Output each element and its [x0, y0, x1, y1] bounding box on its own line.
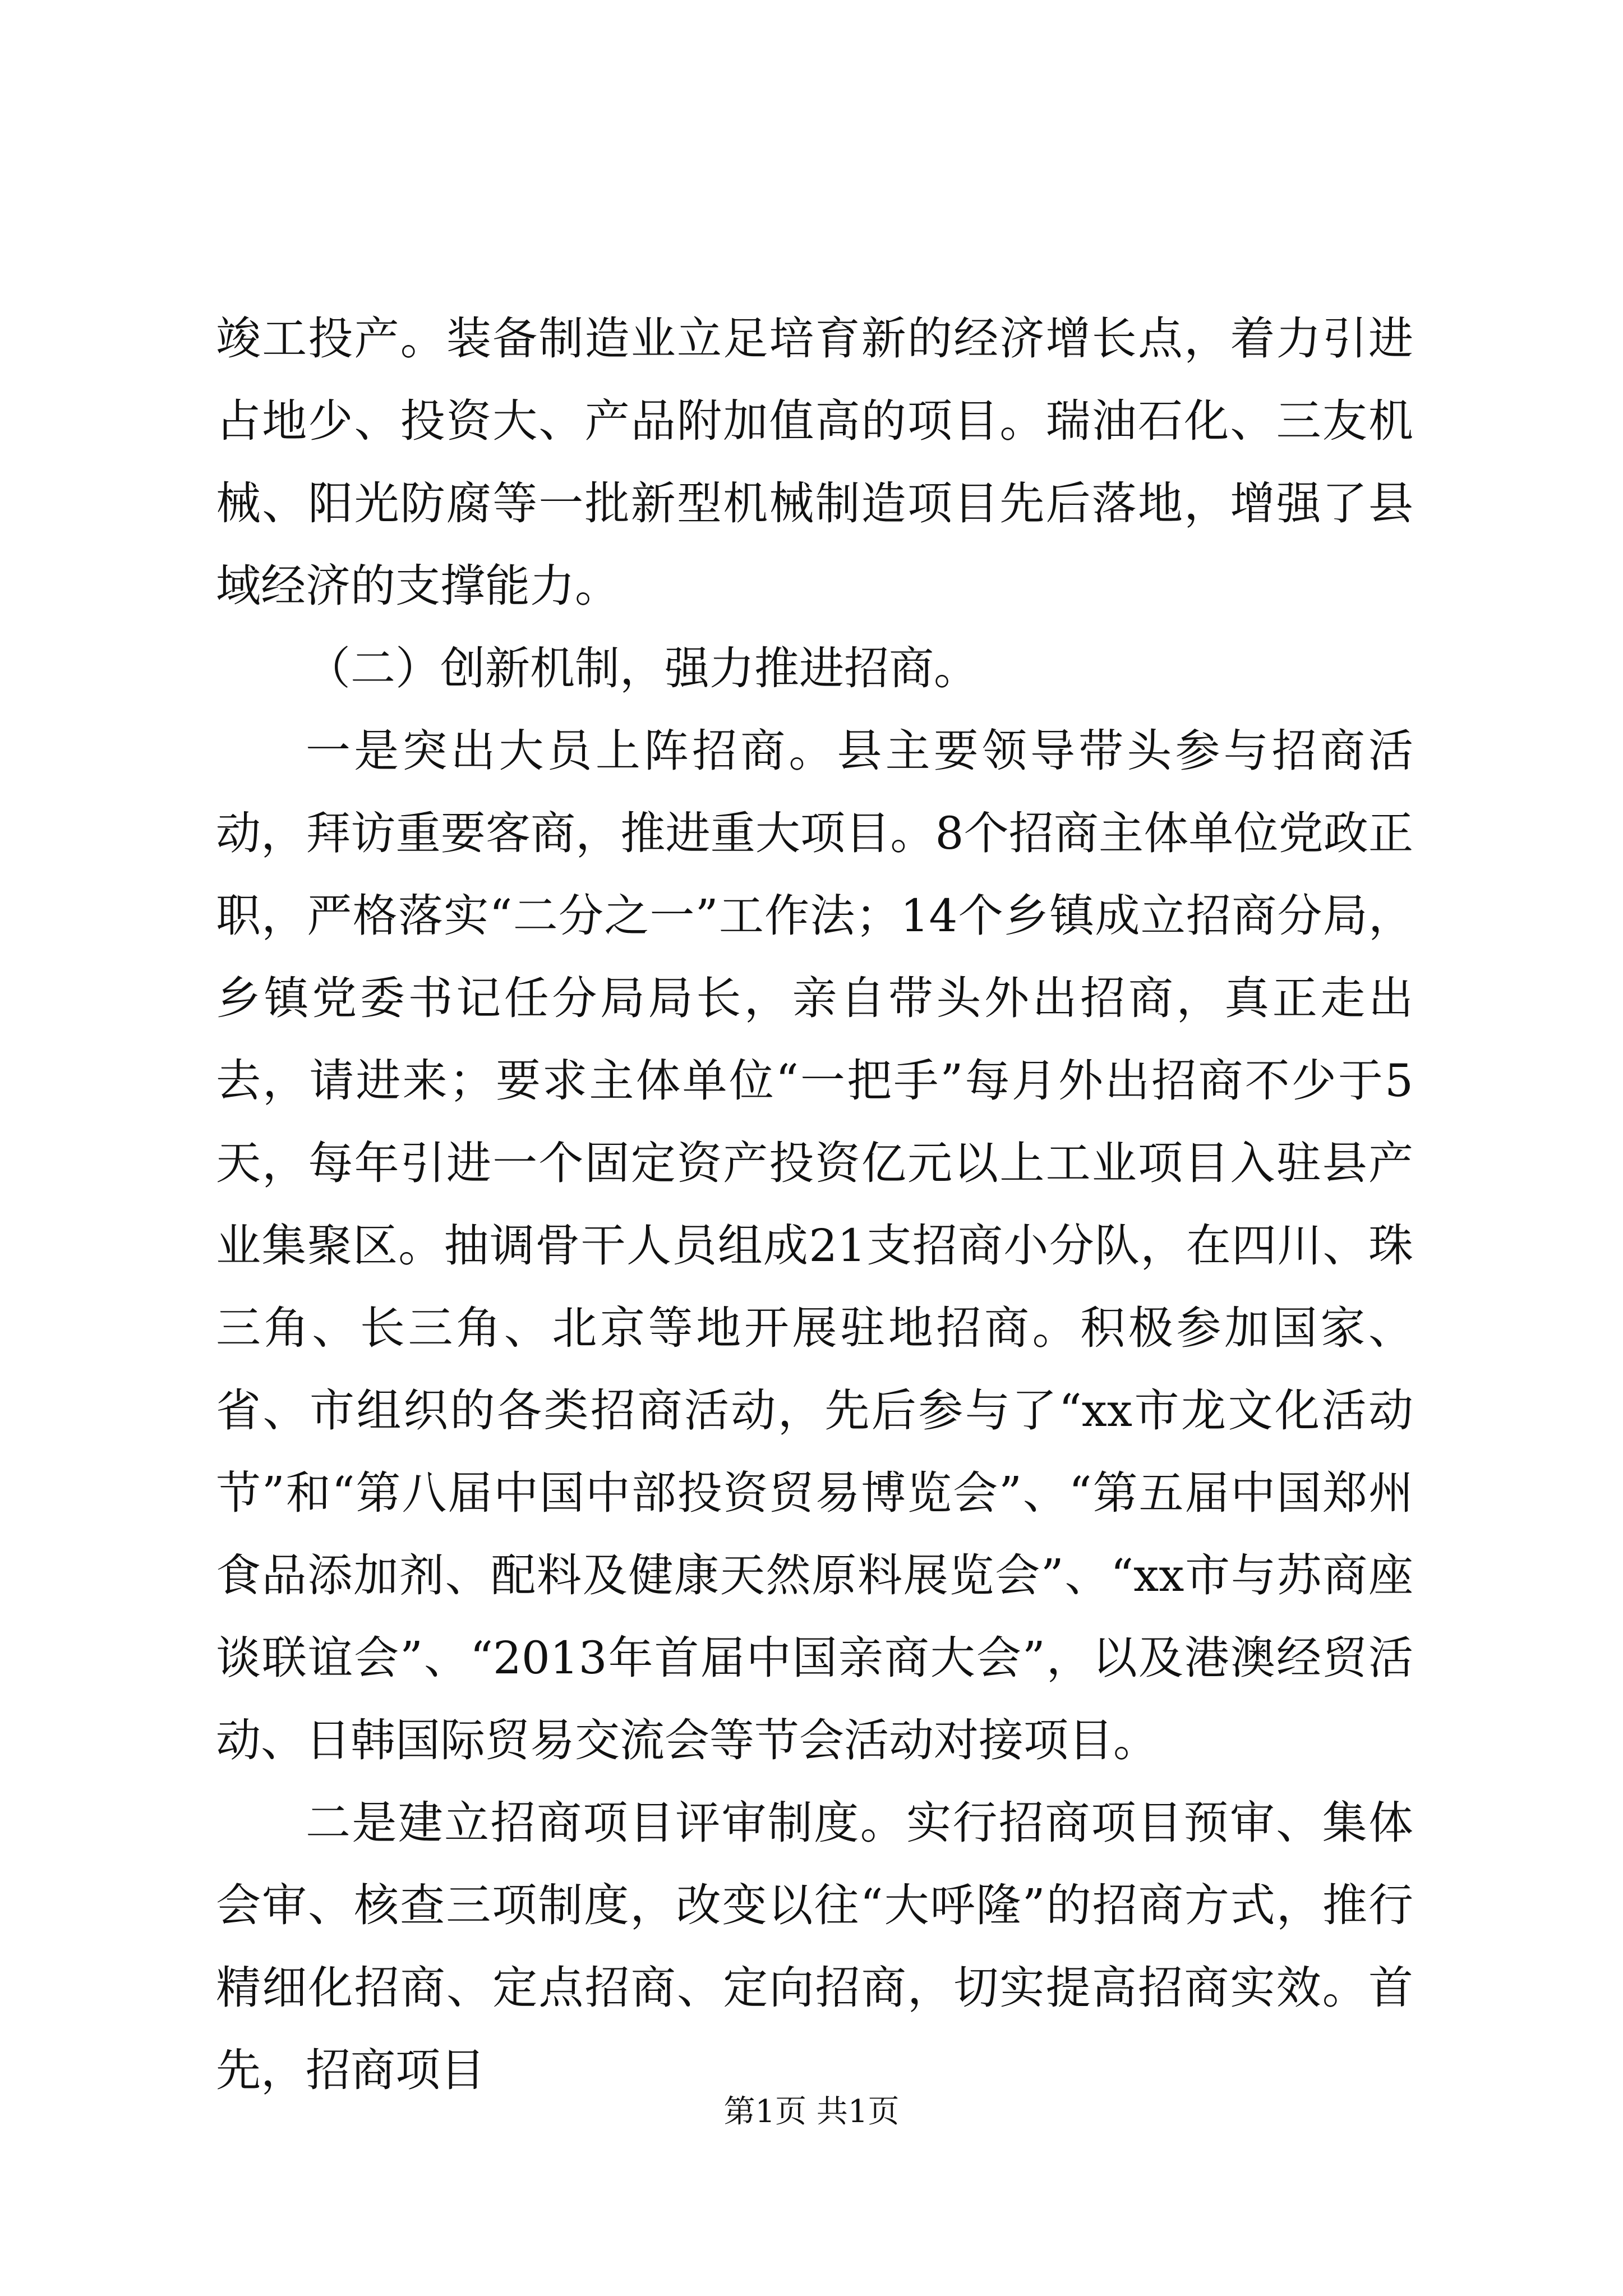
paragraph-3: 一是突出大员上阵招商。县主要领导带头参与招商活动，拜访重要客商，推进重大项目。8个招商主体单位党政正职，严格落实“二分之一”工作法；14个乡镇成立招商分局，乡镇党委书记任分局局长，亲自带头外出招商，真正走出去，请进来；要求主体单位“一把手”每月外出招商不少于5天，每年引进一个固定资产投资亿元以上工业项目入驻县产业集聚区。抽调骨干人员组成21支招商小分队，在四川、珠三角、长三角、北京等地开展驻地招商。积极参加国家、省、市组织的各类招商活动，先后参与了“xx市龙文化活动节”和“第八届中国中部投资贸易博览会”、“第五届中国郑州食品添加剂、配料及健康天然原料展览会”、“xx市与苏商座谈联谊会”、“2013年首届中国亲商大会”，以及港澳经贸活动、日韩国际贸易交流会等节会活动对接项目。 — [216, 725, 1413, 1766]
body-text — [216, 297, 1413, 2111]
page-footer: 第1页 共1页 — [723, 2093, 900, 2130]
section-heading: （二）创新机制，强力推进招商。 — [306, 642, 979, 694]
paragraph-4: 二是建立招商项目评审制度。实行招商项目预审、集体会审、核查三项制度，改变以往“大呼隆”的招商方式，推行精细化招商、定点招商、定向招商，切实提高招商实效。首先，招商项目 — [216, 1797, 1413, 2096]
paragraph-1: 竣工投产。装备制造业立足培育新的经济增长点，着力引进占地少、投资大、产品附加值高的项目。瑞油石化、三友机械、阳光防腐等一批新型机械制造项目先后落地，增强了县域经济的支撑能力。 — [216, 312, 1413, 612]
